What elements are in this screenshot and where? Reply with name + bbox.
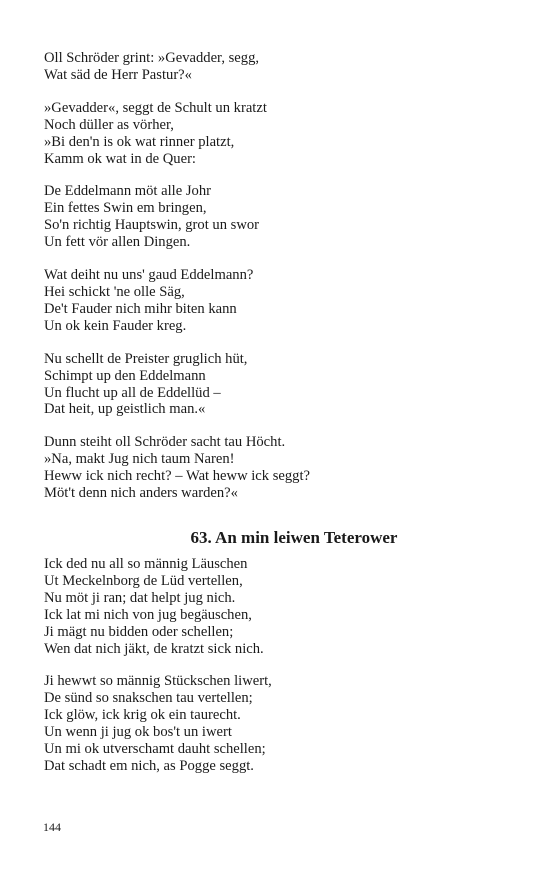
verse-line: Dat heit, up geistlich man.« [44,401,206,418]
verse-line: Ut Meckelnborg de Lüd vertellen, [44,572,243,589]
page-body [44,50,514,774]
verse-line: Un ok kein Fauder kreg. [44,317,187,334]
stanza [44,267,514,335]
verse-line: So'n richtig Hauptswin, grot un swor [44,217,260,234]
verse-line: Ick glöw, ick krig ok ein taurecht. [44,707,241,724]
page-number: 144 [43,820,61,834]
verse-line: De Eddelmann möt alle Johr [44,183,211,200]
poem [44,556,514,791]
verse-line: Hei schickt 'ne olle Säg, [44,283,185,300]
verse-line: Dunn steiht oll Schröder sacht tau Höcht. [44,434,286,451]
verse-line: Un flucht up all de Eddellüd – [44,384,221,401]
stanza [44,673,514,774]
verse-line: Heww ick nich recht? – Wat heww ick seggt? [44,468,311,485]
verse-line: Wat deiht nu uns' gaud Eddelmann? [44,267,254,284]
verse-line: Ji hewwt so männig Stückschen liwert, [44,673,272,690]
stanza [44,183,514,251]
poem-title: 63. An min leiwen Teterower [190,528,398,547]
verse-line: Dat schadt em nich, as Pogge seggt. [44,757,254,774]
verse-line: Un mi ok utverschamt dauht schellen; [44,741,266,758]
verse-line: Ein fettes Swin em bringen, [44,200,207,217]
verse-line: Ji mägt nu bidden oder schellen; [44,623,234,640]
stanza [44,100,514,168]
verse-line: Wen dat nich jäkt, de kratzt sick nich. [44,640,264,657]
verse-line: Noch düller as vörher, [44,116,174,133]
verse-line: De sünd so snakschen tau vertellen; [44,690,253,707]
verse-line: Un wenn ji jug ok bos't un iwert [44,724,232,741]
verse-line: Nu möt ji ran; dat helpt jug nich. [44,589,236,606]
verse-line: »Na, makt Jug nich taum Naren! [44,451,235,468]
verse-line: »Bi den'n is ok wat rinner platzt, [44,133,235,150]
stanza [44,351,514,419]
stanza [44,434,514,502]
verse-line: Nu schellt de Preister gruglich hüt, [44,350,248,367]
stanza [44,556,514,657]
verse-line: Oll Schröder grint: »Gevadder, segg, [44,50,260,66]
verse-line: Wat säd de Herr Pastur?« [44,66,192,83]
verse-line: De't Fauder nich mihr biten kann [44,300,237,317]
verse-line: Schimpt up den Eddelmann [44,367,206,384]
verse-line: Kamm ok wat in de Quer: [44,150,196,167]
verse-line: Möt't denn nich anders warden?« [44,485,238,502]
verse-line: Un fett vör allen Dingen. [44,234,191,251]
verse-line: Ick lat mi nich von jug begäuschen, [44,606,252,623]
poem-continuation [44,50,514,502]
stanza [44,50,514,84]
verse-line: »Gevadder«, seggt de Schult un kratzt [44,99,267,116]
verse-line: Ick ded nu all so männig Läuschen [44,556,248,572]
